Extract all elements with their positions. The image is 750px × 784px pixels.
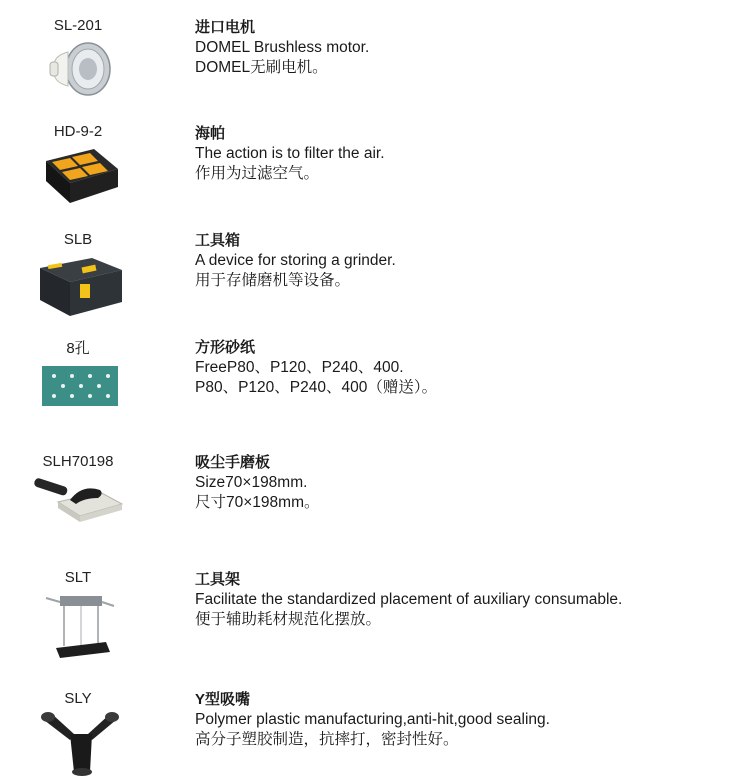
product-desc-cn: 用于存储磨机等设备。: [195, 272, 351, 289]
product-desc-en: FreeP80、P120、P240、400.: [195, 359, 404, 376]
toolbox-image: [30, 252, 130, 320]
hepa-filter-image: [30, 143, 130, 209]
product-desc-cn: P80、P120、P240、400（赠送）。: [195, 379, 438, 396]
product-code: 8孔: [66, 340, 90, 357]
product-code: SLH70198: [42, 453, 114, 470]
product-desc-en: DOMEL Brushless motor.: [195, 39, 370, 56]
product-title: 工具架: [195, 571, 241, 588]
product-desc-cn: 作用为过滤空气。: [195, 165, 320, 182]
product-code: HD-9-2: [53, 123, 103, 140]
product-title: 方形砂纸: [195, 339, 256, 356]
product-code: SLB: [63, 231, 93, 248]
tool-rack-image: [30, 590, 130, 660]
product-desc-cn: 便于辅助耗材规范化摆放。: [195, 611, 382, 628]
product-title: 进口电机: [195, 19, 256, 36]
hand-sanding-block-image: [30, 474, 130, 524]
product-desc-cn: 高分子塑胶制造，抗摔打，密封性好。: [195, 731, 459, 748]
product-desc-cn: 尺寸70×198mm。: [195, 494, 320, 511]
sandpaper-image: [30, 364, 130, 408]
product-code: SLY: [64, 690, 92, 707]
product-title: 海帕: [195, 125, 226, 142]
brushless-motor-image: [30, 38, 130, 100]
product-desc-cn: DOMEL无刷电机。: [195, 59, 328, 76]
product-code: SL-201: [53, 17, 103, 34]
product-desc-en: A device for storing a grinder.: [195, 252, 396, 269]
product-desc-en: Polymer plastic manufacturing,anti-hit,good sealing.: [195, 711, 550, 728]
product-desc-en: Facilitate the standardized placement of auxiliary consumable.: [195, 591, 623, 608]
y-nozzle-image: [30, 710, 130, 778]
product-desc-en: The action is to filter the air.: [195, 145, 385, 162]
product-title: 工具箱: [195, 232, 241, 249]
product-desc-en: Size70×198mm.: [195, 474, 308, 491]
product-code: SLT: [64, 569, 92, 586]
product-title: 吸尘手磨板: [195, 454, 271, 471]
product-title: Y型吸嘴: [195, 691, 251, 708]
